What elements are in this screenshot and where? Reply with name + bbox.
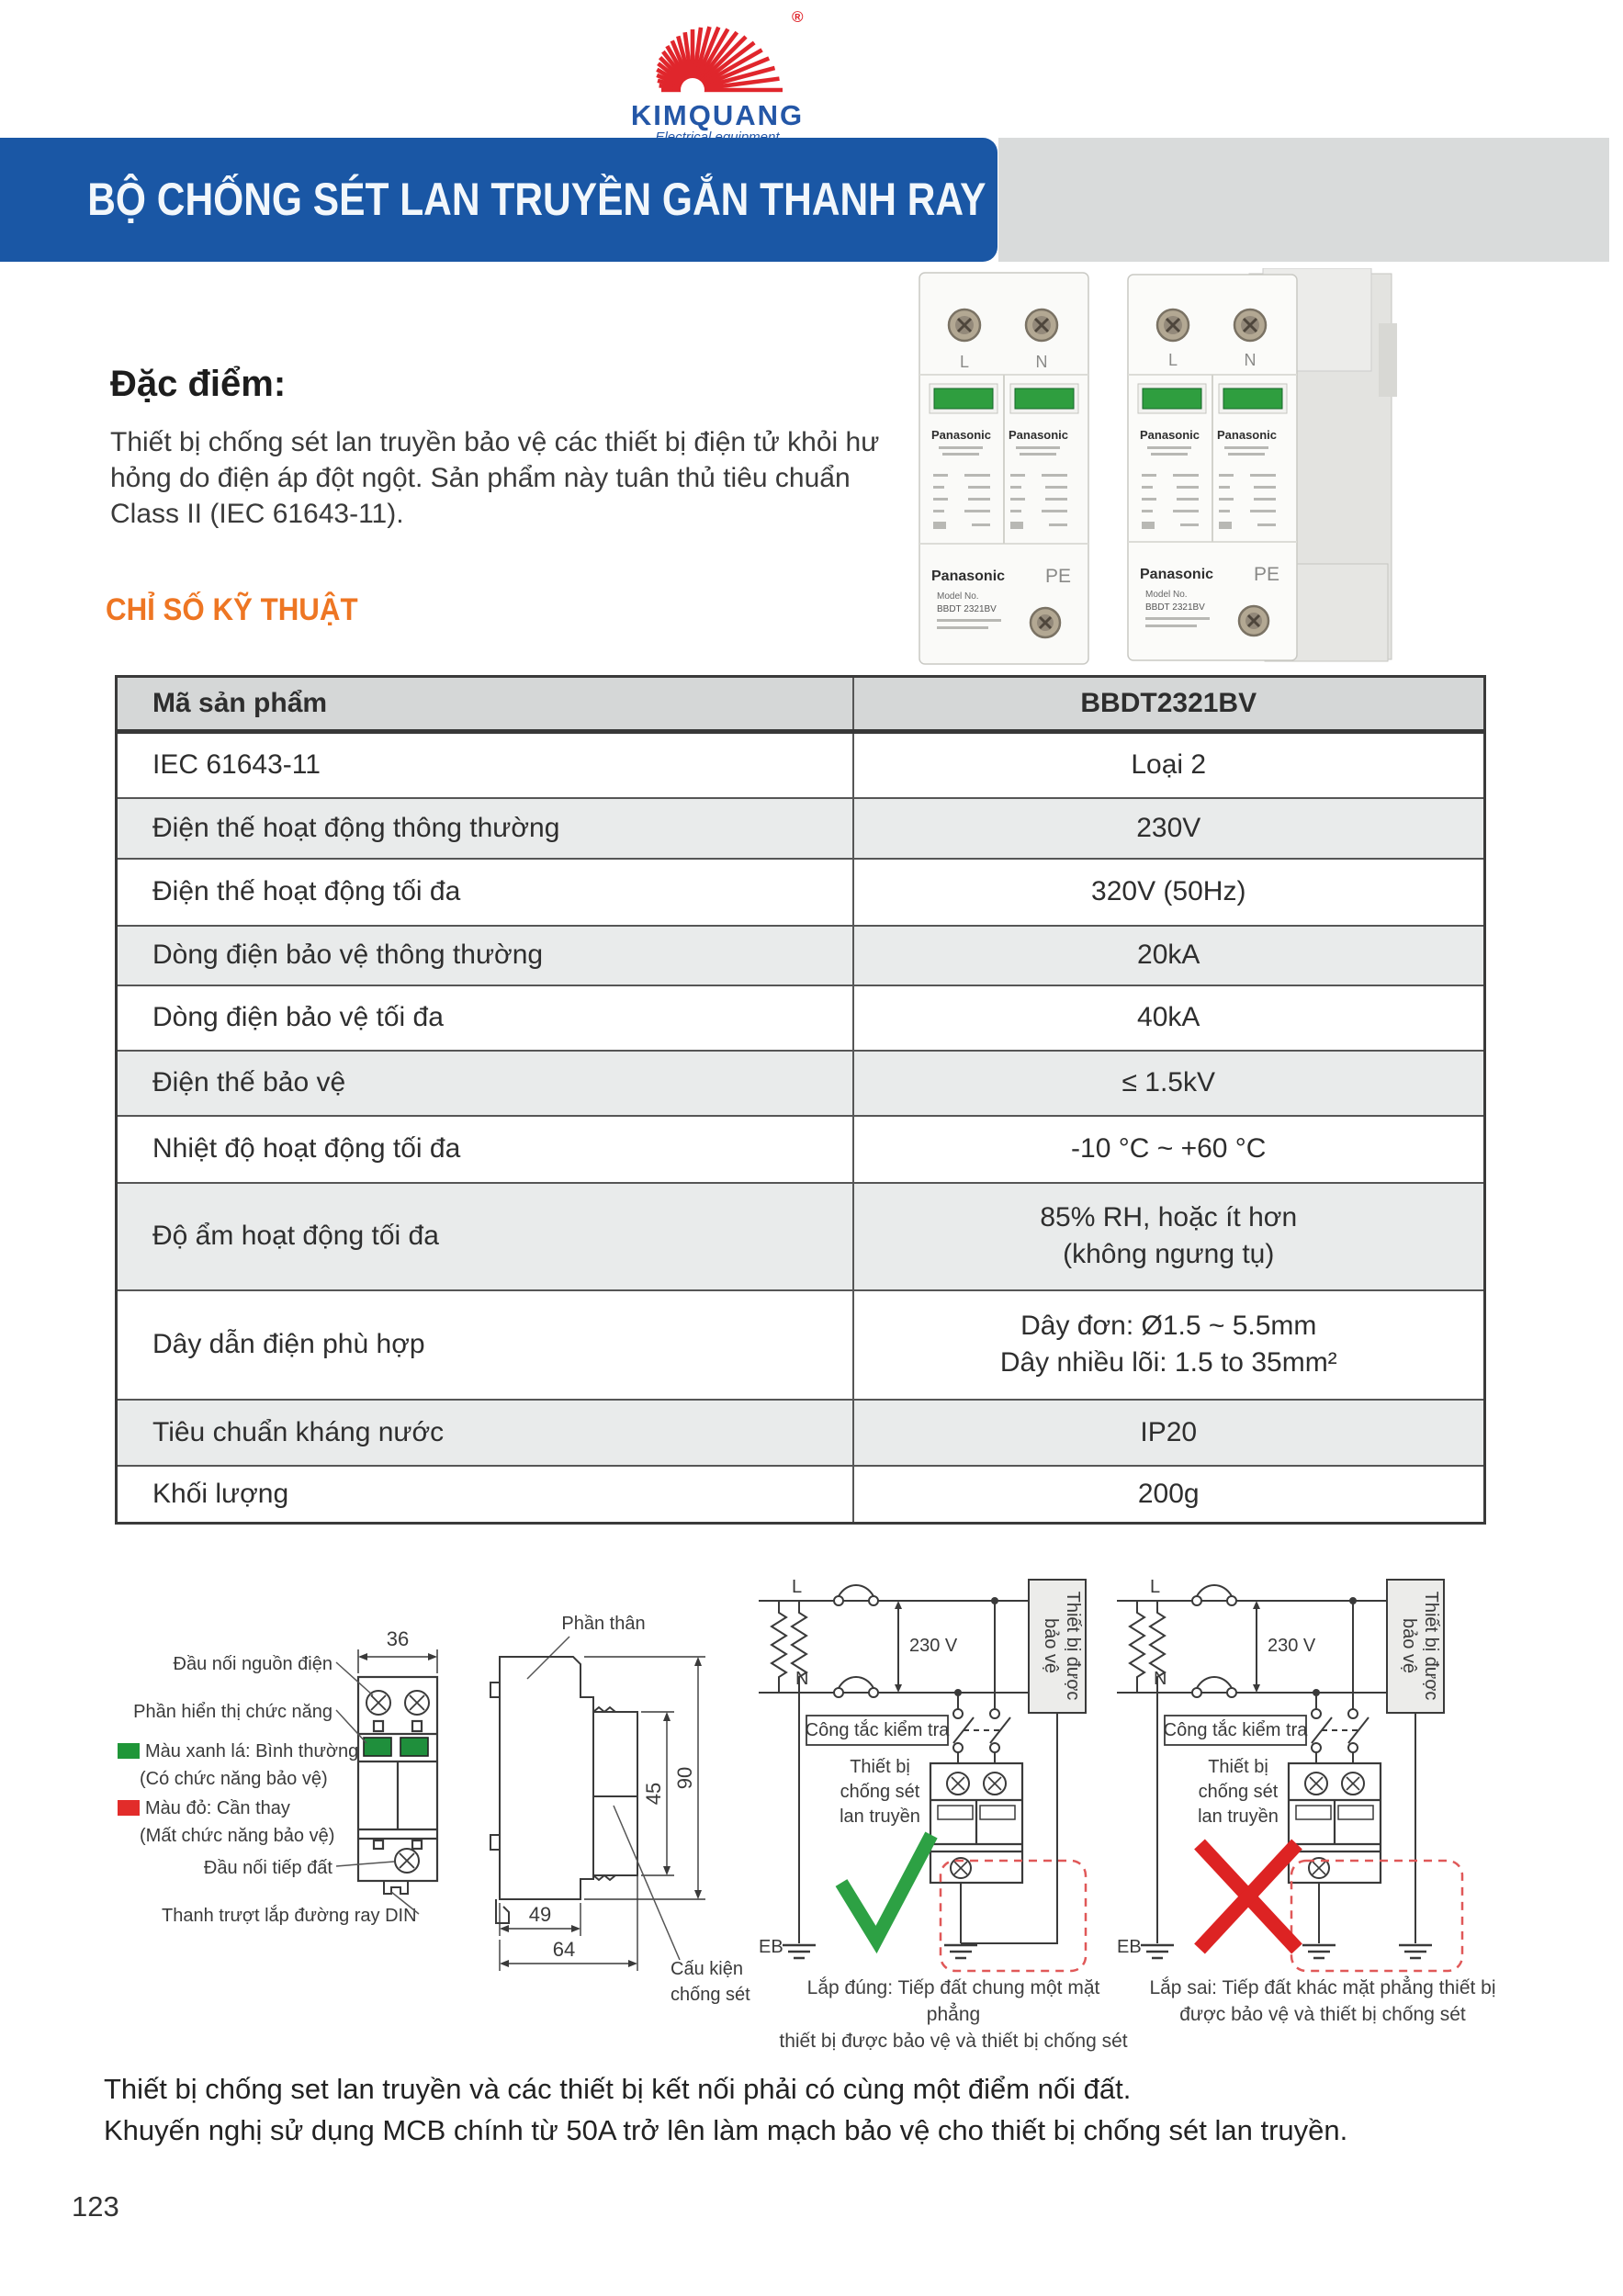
features-line-2: hỏng do điện áp đột ngột. Sản phẩm này tuân thủ tiêu chuẩn xyxy=(110,463,851,493)
features-heading: Đặc điểm: xyxy=(110,364,287,404)
footer-notes xyxy=(104,2068,1347,2151)
caption-correct-line-2: thiết bị được bảo vệ và thiết bị chống sét xyxy=(779,2031,1128,2052)
dim-49-label: 49 xyxy=(528,1903,552,1926)
spec-value-line: Dây đơn: Ø1.5 ~ 5.5mm xyxy=(1020,1311,1317,1341)
spd-label-2: chống sét xyxy=(840,1782,920,1802)
ground-terminal-label: Đầu nối tiếp đất xyxy=(203,1858,332,1878)
spec-label-cell: Điện thế hoạt động thông thường xyxy=(117,798,853,859)
terminal-l-label: L xyxy=(959,353,970,371)
spec-table xyxy=(115,675,1486,1525)
spec-value-line: (không ngưng tụ) xyxy=(1063,1239,1275,1269)
brand-name: KIMQUANG xyxy=(630,99,805,131)
model-number: BBDT 2321BV xyxy=(1145,602,1205,613)
spec-label-cell: Nhiệt độ hoạt động tối đa xyxy=(117,1116,853,1183)
test-switch-label: Công tắc kiểm tra xyxy=(1163,1720,1308,1740)
indicator-label: Phần hiển thị chức năng xyxy=(133,1702,332,1722)
screw-icon xyxy=(1239,606,1268,636)
line-n-label: N xyxy=(795,1669,809,1689)
spec-value-cell xyxy=(853,1183,1485,1290)
spec-label-cell: Điện thế hoạt động tối đa xyxy=(117,859,853,926)
spec-value-cell: 40kA xyxy=(853,985,1485,1051)
spec-row xyxy=(117,798,1485,859)
spec-label-cell: Dây dẫn điện phù hợp xyxy=(117,1290,853,1400)
ground-icon xyxy=(1302,1945,1336,1958)
test-switch-label: Công tắc kiểm tra xyxy=(805,1720,950,1740)
spec-header-row xyxy=(117,677,1485,732)
line-n-label: N xyxy=(1154,1669,1167,1689)
spec-value-cell: 230V xyxy=(853,798,1485,859)
terminal-pe-label: PE xyxy=(1045,566,1072,587)
caption-correct-line-1: Lắp đúng: Tiếp đất chung một mặt phẳng xyxy=(806,1977,1100,2025)
terminal-pe-label: PE xyxy=(1254,564,1280,585)
spec-label-cell: Độ ẩm hoạt động tối đa xyxy=(117,1183,853,1290)
legend-red-label: Màu đỏ: Cần thay xyxy=(145,1798,290,1818)
screw-icon xyxy=(395,1849,419,1873)
model-number: BBDT 2321BV xyxy=(937,604,997,614)
spec-value-cell: Loại 2 xyxy=(853,732,1485,798)
features-body xyxy=(110,424,879,532)
brand-label: Panasonic xyxy=(931,428,992,442)
spec-label-cell: Mã sản phẩm xyxy=(117,677,853,732)
spec-label-cell: Tiêu chuẩn kháng nước xyxy=(117,1400,853,1466)
spec-row xyxy=(117,859,1485,926)
indicator-window xyxy=(1138,384,1206,413)
red-legend-swatch xyxy=(118,1800,140,1816)
eb-label: EB xyxy=(759,1937,783,1957)
brand-label: Panasonic xyxy=(1009,428,1069,442)
page-title: BỘ CHỐNG SÉT LAN TRUYỀN GẮN THANH RAY xyxy=(87,174,986,225)
spd-module-label-2: chống sét xyxy=(671,1985,750,2005)
legend-green-label: Màu xanh lá: Bình thường xyxy=(145,1741,359,1761)
specs-heading: CHỈ SỐ KỸ THUẬT xyxy=(106,592,358,627)
screw-icon xyxy=(1157,310,1189,341)
body-label: Phần thân xyxy=(561,1614,646,1634)
spec-row xyxy=(117,1466,1485,1524)
kimquang-logo xyxy=(621,2,814,140)
screw-icon xyxy=(1031,608,1060,637)
din-clip-shape xyxy=(384,1881,408,1894)
line-l-label: L xyxy=(1150,1577,1161,1597)
ground-icon xyxy=(944,1945,977,1958)
indicator-window xyxy=(364,1738,428,1756)
brand-label: Panasonic xyxy=(931,568,1006,584)
wiring-diagram-correct xyxy=(751,1559,1110,2000)
line-l-label: L xyxy=(792,1577,803,1597)
spd-label-2: chống sét xyxy=(1198,1782,1279,1802)
resistor-icon xyxy=(772,1601,786,1693)
check-icon xyxy=(841,1835,931,1940)
protected-device-label-2: bảo vệ xyxy=(1041,1617,1061,1674)
voltage-label: 230 V xyxy=(1268,1636,1316,1656)
photo-backdrop xyxy=(998,138,1609,262)
spec-row xyxy=(117,1116,1485,1183)
spec-value-line: 85% RH, hoặc ít hơn xyxy=(1040,1202,1298,1232)
spec-row xyxy=(117,732,1485,798)
legend-red-sub: (Mất chức năng bảo vệ) xyxy=(140,1826,335,1846)
din-rail-label: Thanh trượt lắp đường ray DIN xyxy=(162,1906,417,1926)
page-number: 123 xyxy=(72,2190,119,2223)
terminal-l-label: L xyxy=(1167,351,1178,369)
spd-device-drawing xyxy=(1289,1763,1381,1883)
green-legend-swatch xyxy=(118,1743,140,1759)
model-no-label: Model No. xyxy=(937,591,979,602)
spec-row xyxy=(117,1290,1485,1400)
indicator-window xyxy=(1219,384,1287,413)
front-view-diagram xyxy=(61,1604,520,2008)
model-no-label: Model No. xyxy=(1145,590,1188,600)
ground-icon xyxy=(783,1945,816,1958)
legend-green-sub: (Có chức năng bảo vệ) xyxy=(140,1769,328,1789)
spd-label-1: Thiết bị xyxy=(850,1757,910,1777)
spec-label-cell: Dòng điện bảo vệ tối đa xyxy=(117,985,853,1051)
power-terminal-label: Đầu nối nguồn điện xyxy=(173,1654,332,1674)
eb-label: EB xyxy=(1117,1937,1142,1957)
spec-value-cell: 320V (50Hz) xyxy=(853,859,1485,926)
side-view-diagram xyxy=(452,1604,764,2017)
spec-value-cell: ≤ 1.5kV xyxy=(853,1051,1485,1116)
logo-rays-icon xyxy=(621,2,814,97)
voltage-label: 230 V xyxy=(909,1636,958,1656)
fuse-icon xyxy=(839,1677,873,1688)
spd-label-3: lan truyền xyxy=(1198,1806,1279,1827)
spec-value-line: Dây nhiều lõi: 1.5 to 35mm² xyxy=(999,1347,1337,1378)
wiring-diagram-wrong xyxy=(1110,1559,1468,2000)
brand-label: Panasonic xyxy=(1140,428,1200,442)
brand-label: Panasonic xyxy=(1217,428,1278,442)
product-photo-right xyxy=(1125,268,1401,665)
caption-wrong xyxy=(1148,1975,1497,2028)
page-title-bar xyxy=(0,138,997,262)
spec-row xyxy=(117,926,1485,985)
dim-45-label: 45 xyxy=(642,1782,665,1806)
product-photo-left xyxy=(919,272,1089,665)
dimension-36 xyxy=(358,1649,437,1673)
spec-label-cell: IEC 61643-11 xyxy=(117,732,853,798)
ground-icon xyxy=(1141,1945,1174,1958)
spec-value-cell: IP20 xyxy=(853,1400,1485,1466)
features-line-1: Thiết bị chống sét lan truyền bảo vệ các thiết bị điện tử khỏi hư xyxy=(110,427,880,457)
dim-64-label: 64 xyxy=(552,1938,576,1961)
indicator-window xyxy=(1010,384,1078,413)
spec-row xyxy=(117,985,1485,1051)
spec-row xyxy=(117,1051,1485,1116)
screw-icon xyxy=(366,1691,429,1715)
spec-label-cell: Điện thế bảo vệ xyxy=(117,1051,853,1116)
caption-wrong-line-2: được bảo vệ và thiết bị chống sét xyxy=(1179,2004,1466,2025)
protected-device-label-1: Thiết bị được xyxy=(1063,1591,1083,1701)
spec-value-cell: -10 °C ~ +60 °C xyxy=(853,1116,1485,1183)
caption-correct xyxy=(779,1975,1128,2054)
dim-90-label: 90 xyxy=(673,1766,696,1790)
screw-icon xyxy=(1234,310,1266,341)
spd-label-1: Thiết bị xyxy=(1208,1757,1268,1777)
fuse-icon xyxy=(1197,1585,1232,1596)
footer-note-2: Khuyến nghị sử dụng MCB chính từ 50A trở lên làm mạch bảo vệ cho thiết bị chống sét lan truyền. xyxy=(104,2114,1348,2146)
ground-icon xyxy=(1399,1945,1432,1958)
indicator-window xyxy=(930,384,997,413)
registered-mark: ® xyxy=(792,8,804,26)
terminal-n-label: N xyxy=(1035,353,1048,371)
spec-value-cell: BBDT2321BV xyxy=(853,677,1485,732)
fuse-icon xyxy=(839,1585,873,1596)
spec-row xyxy=(117,1400,1485,1466)
spec-label-cell: Khối lượng xyxy=(117,1466,853,1524)
brand-label: Panasonic xyxy=(1140,567,1214,582)
dim-36-label: 36 xyxy=(386,1627,410,1650)
spec-value-cell: 20kA xyxy=(853,926,1485,985)
protected-device-label-2: bảo vệ xyxy=(1399,1617,1419,1674)
screw-icon xyxy=(1026,310,1057,341)
features-line-3: Class II (IEC 61643-11). xyxy=(110,499,404,529)
spec-value-cell xyxy=(853,1290,1485,1400)
spec-row xyxy=(117,1183,1485,1290)
spec-label-cell: Dòng điện bảo vệ thông thường xyxy=(117,926,853,985)
footer-note-1: Thiết bị chống set lan truyền và các thiết bị kết nối phải có cùng một điểm nối đất. xyxy=(104,2073,1132,2105)
spd-module-label-1: Cấu kiện xyxy=(671,1959,743,1979)
fuse-icon xyxy=(1197,1677,1232,1688)
protected-device-label-1: Thiết bị được xyxy=(1421,1591,1441,1701)
spd-label-3: lan truyền xyxy=(840,1806,920,1827)
caption-wrong-line-1: Lắp sai: Tiếp đất khác mặt phẳng thiết bị xyxy=(1149,1977,1496,1998)
x-icon xyxy=(1200,1844,1297,1949)
resistor-icon xyxy=(1130,1601,1144,1693)
spec-value-cell: 200g xyxy=(853,1466,1485,1524)
screw-icon xyxy=(949,310,980,341)
terminal-n-label: N xyxy=(1244,351,1257,369)
